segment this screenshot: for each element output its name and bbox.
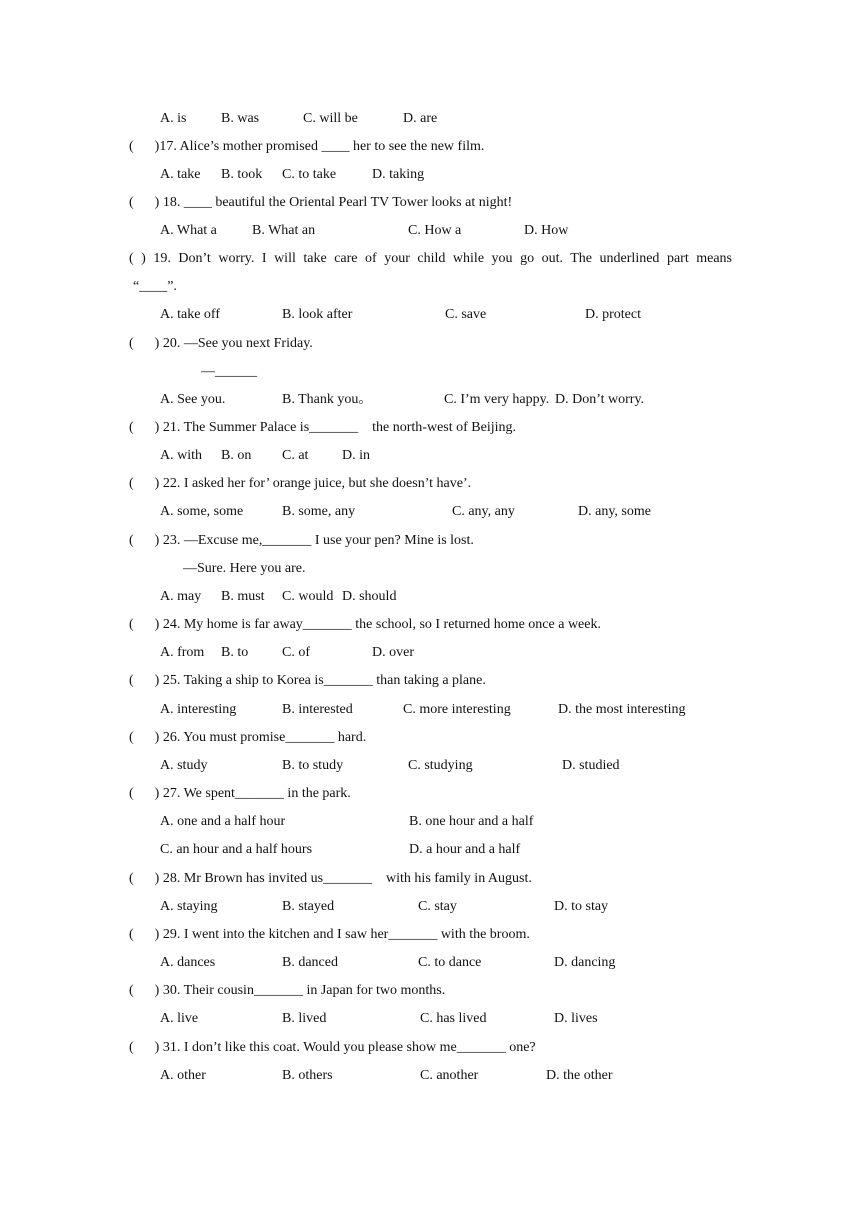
answer-option: B. one hour and a half xyxy=(409,814,534,829)
answer-option: A. from xyxy=(160,645,205,660)
question-continuation: —Sure. Here you are. xyxy=(183,561,306,576)
answer-option: B. interested xyxy=(282,702,353,717)
answer-option: A. staying xyxy=(160,899,218,914)
answer-option: A. live xyxy=(160,1011,199,1026)
answer-option: D. dancing xyxy=(554,955,616,970)
question-continuation: —______ xyxy=(201,364,257,379)
answer-option: D. over xyxy=(372,645,414,660)
answer-option: C. has lived xyxy=(420,1011,487,1026)
answer-option: D. any, some xyxy=(578,504,651,519)
answer-option: D. the most interesting xyxy=(558,702,686,717)
answer-option: B. took xyxy=(221,167,263,182)
answer-option: B. on xyxy=(221,448,252,463)
answer-option: C. to dance xyxy=(418,955,482,970)
question-stem: ( ) 24. My home is far away_______ the school, so I returned home once a week. xyxy=(129,617,601,632)
answer-option: B. Thank you。 xyxy=(282,392,373,407)
question-stem: ( ) 29. I went into the kitchen and I saw her_______ with the broom. xyxy=(129,927,530,942)
answer-option: A. What a xyxy=(160,223,217,238)
answer-option: B. others xyxy=(282,1068,333,1083)
answer-option: C. more interesting xyxy=(403,702,511,717)
question-stem: ( )17. Alice’s mother promised ____ her to see the new film. xyxy=(129,139,485,154)
answer-option: C. studying xyxy=(408,758,473,773)
answer-option: C. to take xyxy=(282,167,337,182)
answer-option: B. must xyxy=(221,589,265,604)
answer-option: D. taking xyxy=(372,167,425,182)
answer-option: B. was xyxy=(221,111,260,126)
answer-option: D. lives xyxy=(554,1011,598,1026)
answer-option: D. Don’t worry. xyxy=(555,392,645,407)
question-stem: ( ) 28. Mr Brown has invited us_______ with his family in August. xyxy=(129,871,532,886)
answer-option: A. is xyxy=(160,111,187,126)
answer-option: B. some, any xyxy=(282,504,356,519)
question-stem: ( ) 27. We spent_______ in the park. xyxy=(129,786,351,801)
answer-option: C. would xyxy=(282,589,334,604)
answer-option: B. to study xyxy=(282,758,344,773)
question-stem: ( ) 25. Taking a ship to Korea is_______ than taking a plane. xyxy=(129,673,486,688)
answer-option: A. interesting xyxy=(160,702,237,717)
answer-option: B. to xyxy=(221,645,249,660)
answer-option: A. take off xyxy=(160,307,220,322)
answer-option: B. lived xyxy=(282,1011,327,1026)
answer-option: C. at xyxy=(282,448,309,463)
answer-option: A. one and a half hour xyxy=(160,814,286,829)
question-stem: ( ) 18. ____ beautiful the Oriental Pearl TV Tower looks at night! xyxy=(129,195,513,210)
answer-option: C. will be xyxy=(303,111,358,126)
question-stem: ( ) 26. You must promise_______ hard. xyxy=(129,730,367,745)
answer-option: B. look after xyxy=(282,307,353,322)
question-stem: ( ) 19. Don’t worry. I will take care of your child while you go out. The underlined part means xyxy=(129,251,732,266)
answer-option: A. some, some xyxy=(160,504,244,519)
answer-option: B. stayed xyxy=(282,899,335,914)
answer-option: D. should xyxy=(342,589,397,604)
answer-option: B. danced xyxy=(282,955,338,970)
answer-option: C. of xyxy=(282,645,310,660)
answer-option: D. in xyxy=(342,448,370,463)
answer-option: A. with xyxy=(160,448,202,463)
answer-option: A. may xyxy=(160,589,202,604)
answer-option: A. See you. xyxy=(160,392,226,407)
answer-option: C. save xyxy=(445,307,487,322)
question-stem: ( ) 21. The Summer Palace is_______ the north-west of Beijing. xyxy=(129,420,517,435)
answer-option: C. an hour and a half hours xyxy=(160,842,313,857)
answer-option: C. another xyxy=(420,1068,479,1083)
question-stem: ( ) 20. —See you next Friday. xyxy=(129,336,313,351)
answer-option: D. studied xyxy=(562,758,620,773)
question-stem: ( ) 30. Their cousin_______ in Japan for two months. xyxy=(129,983,446,998)
answer-option: D. are xyxy=(403,111,438,126)
answer-option: A. study xyxy=(160,758,208,773)
answer-option: D. to stay xyxy=(554,899,609,914)
answer-option: A. dances xyxy=(160,955,216,970)
question-stem: ( ) 31. I don’t like this coat. Would you please show me_______ one? xyxy=(129,1040,536,1055)
question-continuation: “____”. xyxy=(133,279,177,294)
answer-option: B. What an xyxy=(252,223,316,238)
answer-option: C. How a xyxy=(408,223,462,238)
answer-option: D. a hour and a half xyxy=(409,842,521,857)
answer-option: D. protect xyxy=(585,307,641,322)
answer-option: C. stay xyxy=(418,899,457,914)
answer-option: C. any, any xyxy=(452,504,515,519)
question-stem: ( ) 23. —Excuse me,_______ I use your pen? Mine is lost. xyxy=(129,533,474,548)
question-stem: ( ) 22. I asked her for’ orange juice, but she doesn’t have’. xyxy=(129,476,472,491)
answer-option: D. the other xyxy=(546,1068,613,1083)
answer-option: A. other xyxy=(160,1068,206,1083)
answer-option: C. I’m very happy. xyxy=(444,392,550,407)
answer-option: A. take xyxy=(160,167,201,182)
answer-option: D. How xyxy=(524,223,569,238)
